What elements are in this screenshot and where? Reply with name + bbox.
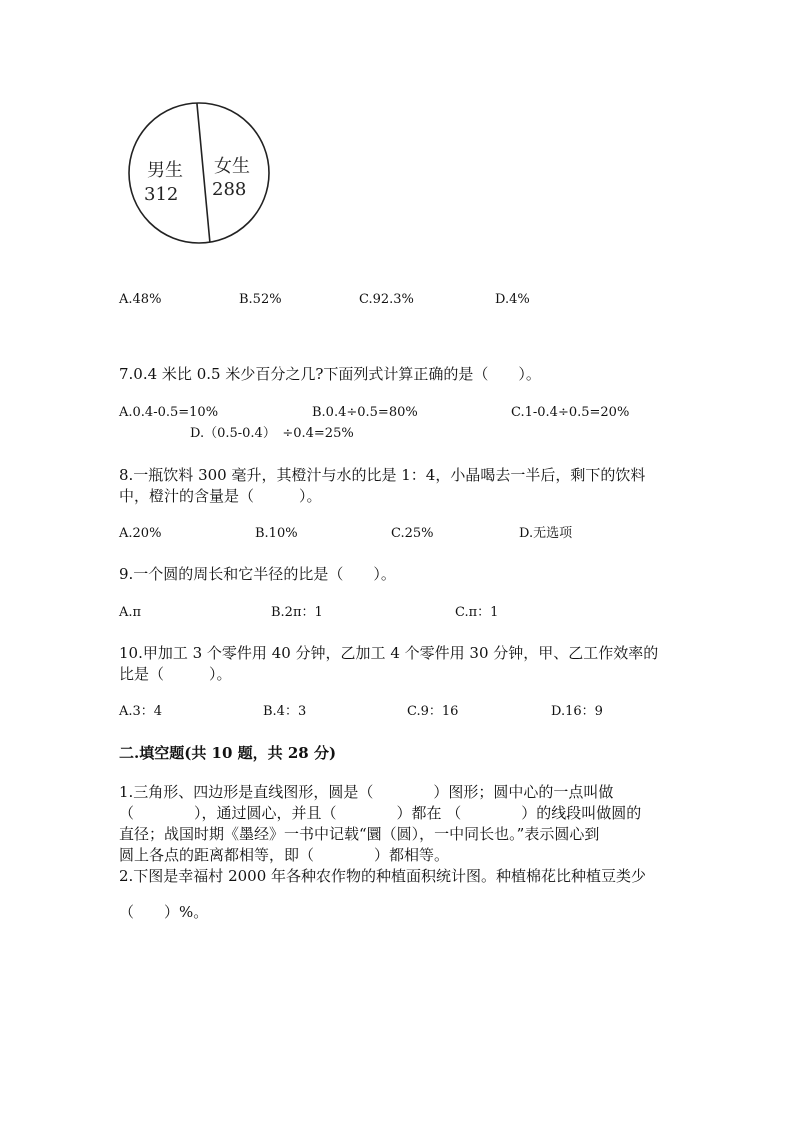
slice-value-girls: 288: [212, 179, 247, 200]
fill1-line-4: 圆上各点的距离都相等，即（ ）都相等。: [119, 846, 450, 864]
q7-option-d[interactable]: D.（0.5-0.4） ÷0.4=25%: [190, 426, 354, 441]
q8-stem-line-2: 中，橙汁的含量是（ ）。: [119, 487, 322, 505]
q6-option-a[interactable]: A.48%: [119, 292, 162, 307]
q8-option-c[interactable]: C.25%: [391, 526, 434, 541]
q9-option-b[interactable]: B.2π：1: [271, 605, 323, 620]
fill2-line-2: （ ）%。: [119, 903, 209, 921]
q7-stem: 7.0.4 米比 0.5 米少百分之几?下面列式计算正确的是（ ）。: [119, 365, 541, 383]
q7-option-c[interactable]: C.1-0.4÷0.5=20%: [511, 405, 630, 420]
fill1-line-2: （ ），通过圆心，并且（ ）都在 （ ）的线段叫做圆的: [119, 804, 642, 822]
q10-stem-line-1: 10.甲加工 3 个零件用 40 分钟，乙加工 4 个零件用 30 分钟，甲、乙工作效率的: [119, 644, 659, 662]
q6-option-b[interactable]: B.52%: [239, 292, 282, 307]
q10-option-c[interactable]: C.9：16: [407, 704, 459, 719]
q10-option-d[interactable]: D.16：9: [551, 704, 603, 719]
q7-option-a[interactable]: A.0.4-0.5=10%: [119, 405, 219, 420]
slice-label-girls: 女生: [214, 156, 250, 177]
fill1-line-3: 直径；战国时期《墨经》一书中记载“圜（圆），一中同长也。”表示圆心到: [119, 825, 600, 843]
slice-label-boys: 男生: [147, 160, 183, 181]
section-title: 二.填空题(共 10 题，共 28 分): [119, 744, 337, 762]
q8-option-d[interactable]: D.无选项: [519, 526, 573, 541]
q10-stem-line-2: 比是（ ）。: [119, 665, 232, 683]
q7-option-b[interactable]: B.0.4÷0.5=80%: [312, 405, 418, 420]
pie-chart: [127, 100, 271, 246]
q10-option-b[interactable]: B.4：3: [263, 704, 307, 719]
pie-chart-svg: [127, 100, 271, 246]
slice-value-boys: 312: [144, 184, 179, 205]
q6-option-d[interactable]: D.4%: [495, 292, 530, 307]
q8-stem-line-1: 8.一瓶饮料 300 毫升，其橙汁与水的比是 1：4，小晶喝去一半后，剩下的饮料: [119, 466, 646, 484]
q9-stem: 9.一个圆的周长和它半径的比是（ ）。: [119, 565, 396, 583]
q9-option-a[interactable]: A.π: [119, 605, 142, 620]
fill1-line-1: 1.三角形、四边形是直线图形，圆是（ ）图形；圆中心的一点叫做: [119, 783, 614, 801]
q9-option-c[interactable]: C.π：1: [455, 605, 499, 620]
q6-option-c[interactable]: C.92.3%: [359, 292, 414, 307]
q8-option-b[interactable]: B.10%: [255, 526, 298, 541]
fill2-line-1: 2.下图是幸福村 2000 年各种农作物的种植面积统计图。种植棉花比种植豆类少: [119, 867, 647, 885]
q10-option-a[interactable]: A.3：4: [119, 704, 163, 719]
q8-option-a[interactable]: A.20%: [119, 526, 162, 541]
